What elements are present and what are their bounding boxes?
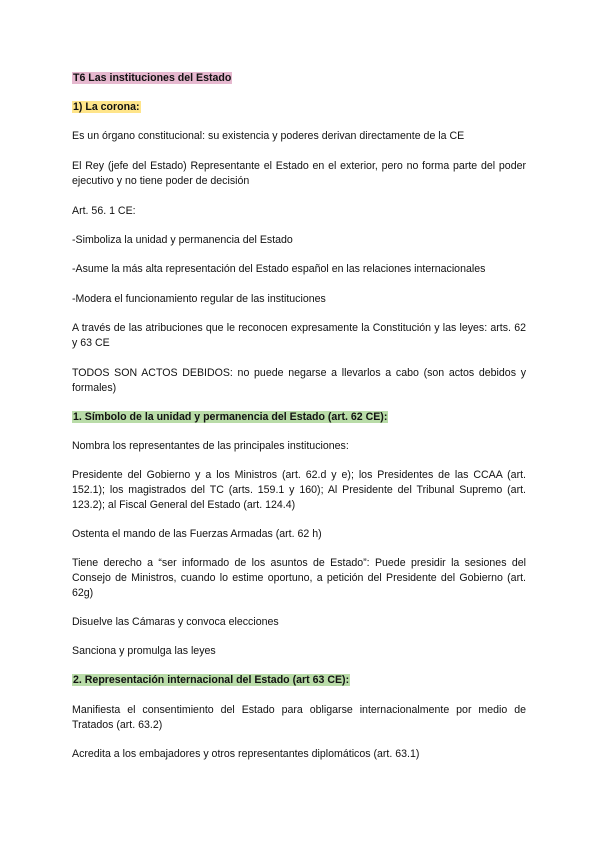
paragraph-derecho: Tiene derecho a “ser informado de los asuntos de Estado”: Puede presidir la sesiones del Consejo de Ministros, cuando lo estime oportuno, a petición del Presidente del Gobierno (art. 62g) — [72, 557, 526, 599]
section-heading-representacion: 2. Representación internacional del Estado (art 63 CE): — [73, 674, 350, 686]
paragraph-atribuciones: A través de las atribuciones que le reconocen expresamente la Constitución y las leyes: arts. 62 y 63 CE — [72, 322, 526, 349]
paragraph-organo: Es un órgano constitucional: su existencia y poderes derivan directamente de la CE — [72, 130, 465, 142]
paragraph-art56: Art. 56. 1 CE: — [72, 205, 136, 217]
document-title-line — [72, 71, 526, 86]
document-title: T6 Las instituciones del Estado — [73, 72, 232, 84]
list-item: -Modera el funcionamiento regular de las instituciones — [72, 293, 326, 305]
section-simbolo-line — [72, 410, 526, 425]
paragraph-actos-debidos: TODOS SON ACTOS DEBIDOS: no puede negarse a llevarlos a cabo (son actos debidos y formales) — [72, 367, 526, 394]
paragraph-ostenta: Ostenta el mando de las Fuerzas Armadas (art. 62 h) — [72, 528, 322, 540]
list-item: -Simboliza la unidad y permanencia del Estado — [72, 234, 293, 246]
paragraph-nombra: Nombra los representantes de las principales instituciones: — [72, 440, 349, 452]
list-item: -Asume la más alta representación del Estado español en las relaciones internacionales — [72, 263, 486, 275]
paragraph-manifiesta: Manifiesta el consentimiento del Estado para obligarse internacionalmente por medio de Tratados (art. 63.2) — [72, 704, 526, 731]
section-heading-simbolo: 1. Símbolo de la unidad y permanencia del Estado (art. 62 CE): — [73, 411, 388, 423]
paragraph-presidente: Presidente del Gobierno y a los Ministros (art. 62.d y e); los Presidentes de las CCAA (art. 152.1); los magistrados del TC (arts. 159.1 y 160); Al Presidente del Tribunal Supremo (art. 123.2); al Fiscal General del Estado (art. 124.4) — [72, 469, 526, 511]
section-corona-line — [72, 100, 526, 115]
paragraph-rey: El Rey (jefe del Estado) Representante el Estado en el exterior, pero no forma parte del poder ejecutivo y no tiene poder de decisión — [72, 160, 526, 187]
paragraph-sanciona: Sanciona y promulga las leyes — [72, 645, 216, 657]
paragraph-acredita: Acredita a los embajadores y otros representantes diplomáticos (art. 63.1) — [72, 748, 420, 760]
paragraph-disuelve: Disuelve las Cámaras y convoca elecciones — [72, 616, 279, 628]
section-heading-corona: 1) La corona: — [73, 101, 140, 113]
section-representacion-line — [72, 673, 526, 688]
